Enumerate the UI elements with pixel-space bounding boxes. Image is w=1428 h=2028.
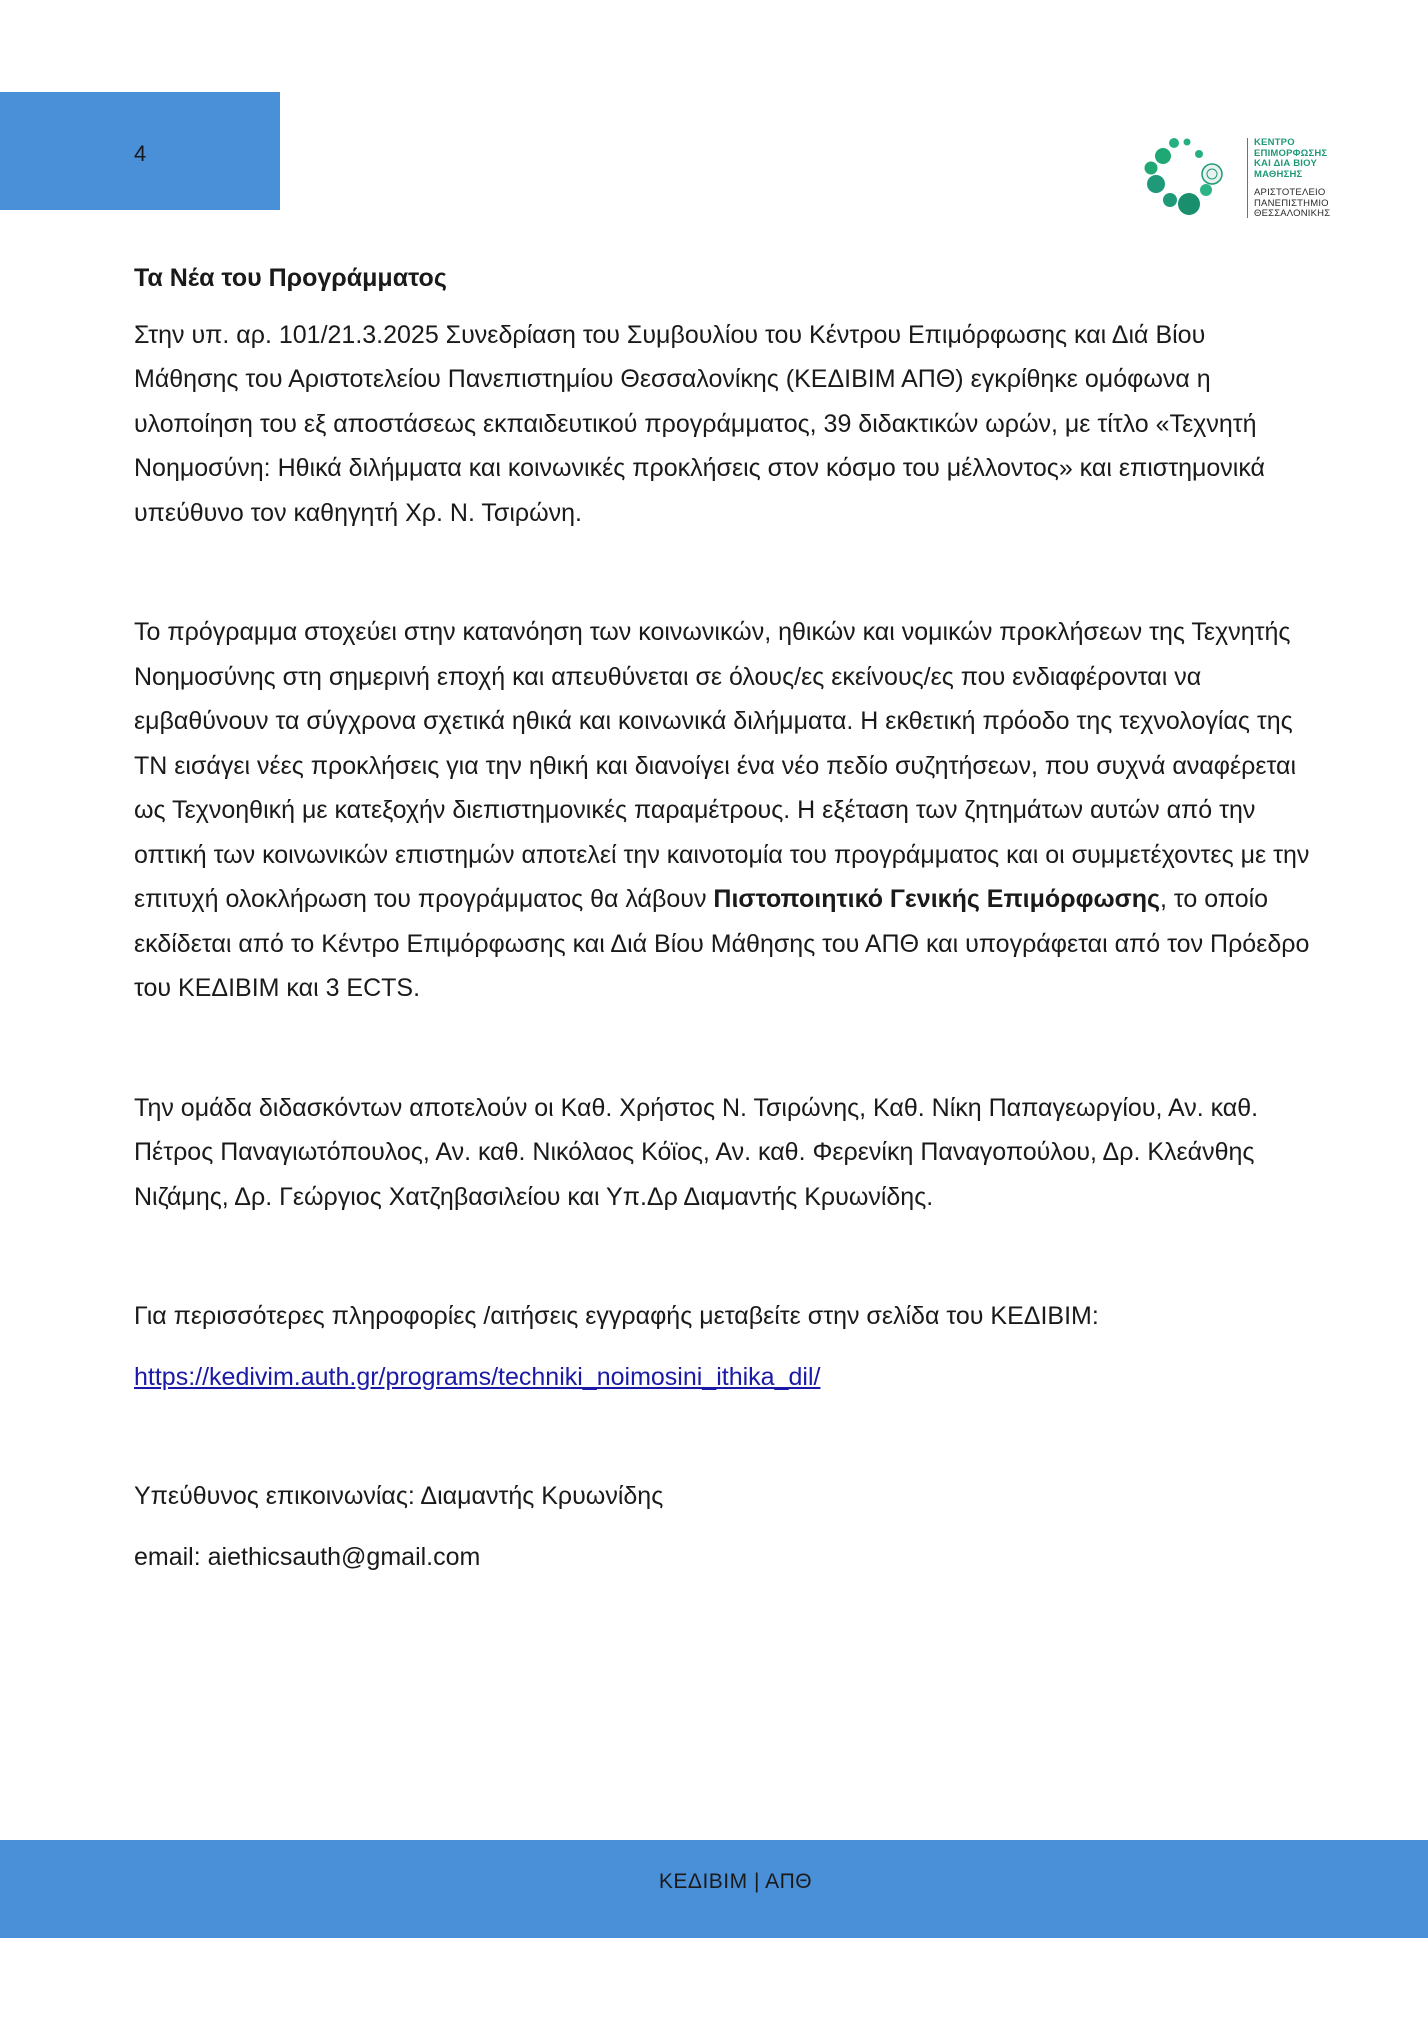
paragraph-more-info: Για περισσότερες πληροφορίες /αιτήσεις εγγραφής μεταβείτε στην σελίδα του ΚΕΔΙΒΙΜ: <box>134 1302 1099 1330</box>
logo-dots-icon <box>1142 136 1246 226</box>
footer-text: ΚΕΔΙΒΙΜ | ΑΠΘ <box>658 1870 813 1893</box>
article-body <box>134 256 1314 1579</box>
article-title: Τα Νέα του Προγράμματος <box>134 264 447 292</box>
page-number: 4 <box>134 141 147 166</box>
paragraph-goals-text-1: Το πρόγραμμα στοχεύει στην κατανόηση των κοινωνικών, ηθικών και νομικών προκλήσεων της Τεχνητής Νοημοσύνης στη σημερινή εποχή και απευθύνεται σε όλους/ες εκείνους/ες που ενδιαφέρονται να εμβαθύνουν τα σύγχρονα σχετικά ηθικά και κοινωνικά διλήμματα. Η εκθετική πρόοδο της τεχνολογίας της ΤΝ εισάγει νέες προκλήσεις για την ηθική και διανοίγει ένα νέο πεδίο συζητήσεων, που συχνά αναφέρεται ως Τεχνοηθική με κατεξοχήν διεπιστημονικές παραμέτρους. Η εξέταση των ζητημάτων αυτών από την οπτική των κοινωνικών επιστημών αποτελεί την καινοτομία του προγράμματος και οι συμμετέχοντες με την επιτυχή ολοκλήρωση του προγράμματος θα λάβουν <box>134 618 1310 913</box>
kedivim-logo <box>1142 136 1342 226</box>
paragraph-instructors: Την ομάδα διδασκόντων αποτελούν οι Καθ. Χρήστος Ν. Τσιρώνης, Καθ. Νίκη Παπαγεωργίου, Αν. καθ. Πέτρος Παναγιωτόπουλος, Αν. καθ. Νικόλαος Κόϊος, Αν. καθ. Φερενίκη Παναγοπούλου, Δρ. Κλεάνθης Νιζάμης, Δρ. Γεώργιος Χατζηβασιλείου και Υπ.Δρ Διαμαντής Κρυωνίδης. <box>134 1093 1259 1211</box>
paragraph-program-goals <box>134 610 1314 1011</box>
logo-line-2: ΕΠΙΜΟΡΦΩΣΗΣ <box>1254 147 1328 159</box>
contact-person: Υπεύθυνος επικοινωνίας: Διαμαντής Κρυωνίδης <box>134 1482 664 1510</box>
logo-line-7: ΘΕΣΣΑΛΟΝΙΚΗΣ <box>1254 208 1331 219</box>
certificate-name: Πιστοποιητικό Γενικής Επιμόρφωσης <box>713 885 1160 913</box>
paragraph-approval: Στην υπ. αρ. 101/21.3.2025 Συνεδρίαση του Συμβουλίου του Κέντρου Επιμόρφωσης και Διά Βίου Μάθησης του Αριστοτελείου Πανεπιστημίου Θεσσαλονίκης (ΚΕΔΙΒΙΜ ΑΠΘ) εγκρίθηκε ομόφωνα η υλοποίηση του εξ αποστάσεως εκπαιδευτικού προγράμματος, 39 διδακτικών ωρών, με τίτλο «Τεχνητή Νοημοσύνη: Ηθικά διλήμματα και κοινωνικές προκλήσεις στον κόσμο του μέλλοντος» και επιστημονικά υπεύθυνο τον καθηγητή Χρ. Ν. Τσιρώνη. <box>134 320 1265 527</box>
logo-line-3: ΚΑΙ ΔΙΑ ΒΙΟΥ <box>1254 158 1317 169</box>
paragraph-goals-text-2: , το οποίο εκδίδεται από το Κέντρο Επιμόρφωσης και Διά Βίου Μάθησης του ΑΠΘ και υπογράφεται από τον Πρόεδρο του ΚΕΔΙΒΙΜ και 3 ECTS. <box>134 885 1310 1002</box>
contact-email: email: aiethicsauth@gmail.com <box>134 1542 481 1571</box>
logo-line-6: ΠΑΝΕΠΙΣΤΗΜΙΟ <box>1254 197 1329 209</box>
logo-line-4: ΜΑΘΗΣΗΣ <box>1254 168 1303 180</box>
program-link[interactable]: https://kedivim.auth.gr/programs/techniki_noimosini_ithika_dil/ <box>134 1362 821 1391</box>
logo-line-1: ΚΕΝΤΡΟ <box>1254 137 1295 148</box>
logo-line-5: ΑΡΙΣΤΟΤΕΛΕΙΟ <box>1254 187 1326 198</box>
